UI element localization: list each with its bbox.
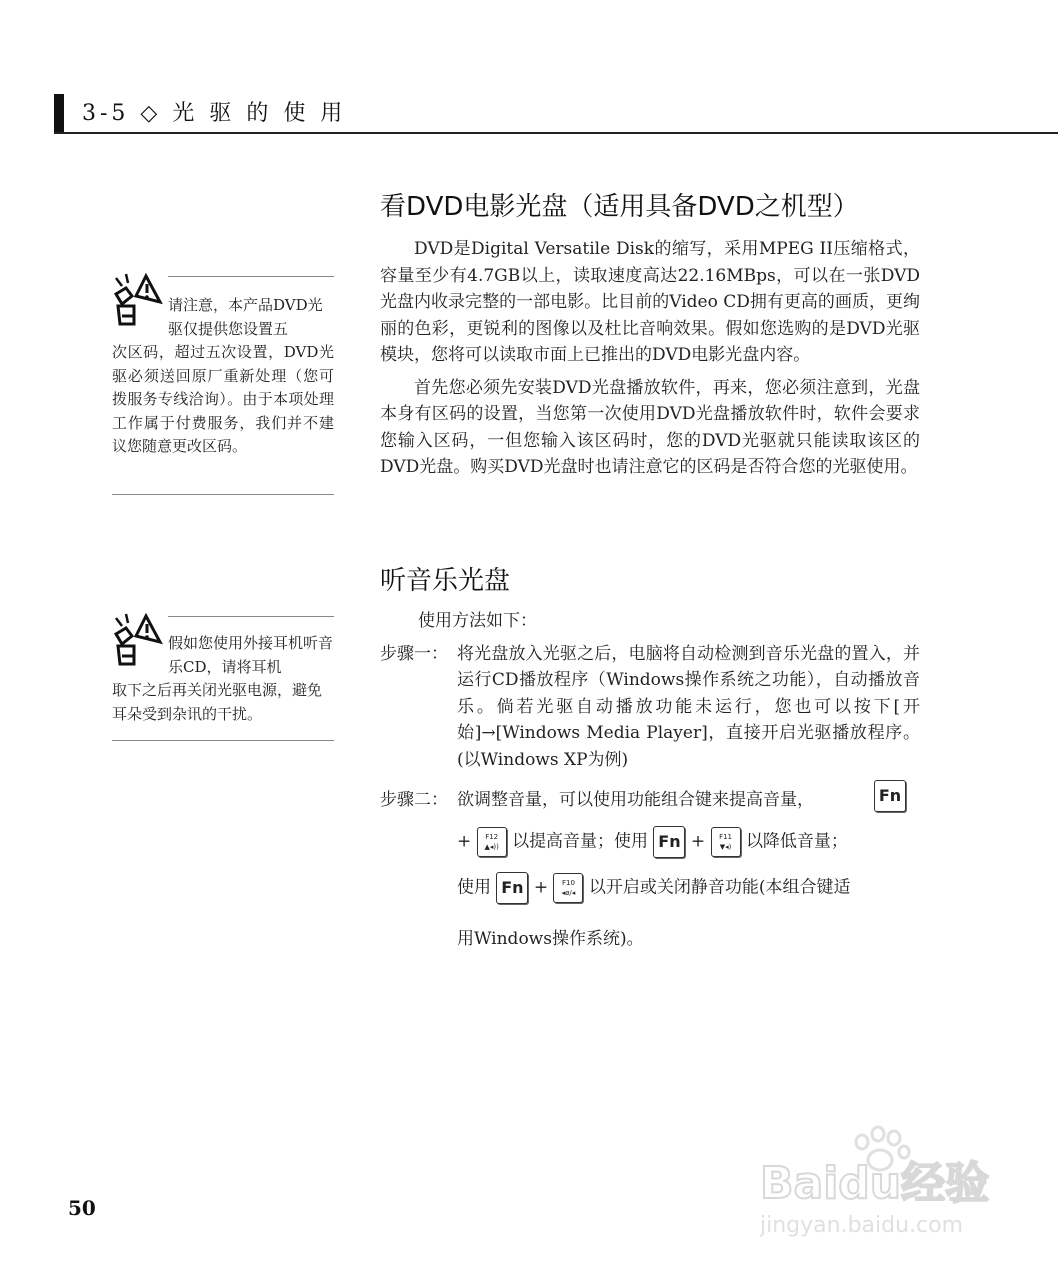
step2-line-3 [457, 872, 851, 904]
f11-key-icon: F11 ▼◂) [711, 827, 741, 857]
music-intro: 使用方法如下： [418, 611, 537, 631]
step-2-label: 步骤二： [380, 790, 448, 810]
caution-person-icon [112, 612, 164, 672]
fn-key-icon: Fn [496, 872, 528, 904]
plus-sign: + [690, 831, 706, 852]
note2-first: 假如您使用外接耳机听音乐CD，请将耳机 [168, 634, 334, 676]
step-2 [380, 787, 920, 814]
dvd-paragraph-1: DVD是Digital Versatile Disk的缩写，采用MPEG II压缩格式，容量至少有4.7GB以上，读取速度高达22.16MBps，可以在一张DVD光盘内收录完整的一部电影。比目前的Video CD拥有更高的画质，更绚丽的色彩，更锐利的图像以及杜比音响效果。假如您选购的是DVD光驱模块，您将可以读取市面上已推出的DVD电影光盘内容。 [380, 239, 920, 365]
note-region-code [112, 272, 334, 459]
note2-rest: 取下之后再关闭光驱电源，避免耳朵受到杂讯的干扰。 [112, 681, 323, 723]
f12-key-icon: F12 ▲◂)) [477, 827, 507, 857]
section-title-dvd: 看DVD电影光盘（适用具备DVD之机型） [380, 192, 859, 222]
note-bottom-rule [112, 740, 334, 741]
note-top-rule [168, 616, 334, 617]
caution-person-icon [112, 272, 164, 332]
header-bar [54, 94, 64, 132]
f10-key-icon: F10 ◂ø/◂ [553, 873, 583, 903]
page-number: 50 [68, 1196, 96, 1220]
use-text: 使用 [457, 877, 491, 898]
note-headphones [112, 612, 334, 726]
dvd-body [380, 236, 920, 481]
step-1-text: 将光盘放入光驱之后，电脑将自动检测到音乐光盘的置入，并运行CD播放程序（Windows操作系统之功能），自动播放音乐。倘若光驱自动播放功能未运行，您也可以按下[开始]→[Windows Media Player]，直接开启光驱播放程序。(以Windows XP为例) [457, 643, 920, 770]
music-steps [380, 608, 920, 814]
svg-text:jingyan.baidu.com: jingyan.baidu.com [760, 1213, 964, 1238]
section-title-music: 听音乐光盘 [380, 566, 511, 596]
fn-key-icon: Fn [874, 780, 906, 812]
note1-rest: 次区码，超过五次设置，DVD光驱必须送回原厂重新处理（您可拨服务专线洽询）。由于本项处理工作属于付费服务，我们并不建议您随意更改区码。 [112, 343, 334, 455]
svg-text:Baidu经验: Baidu经验 [760, 1158, 990, 1209]
chapter-header: 3-5 ◇ 光 驱 的 使 用 [82, 101, 347, 126]
note-bottom-rule [112, 494, 334, 495]
raise-volume-text: 以提高音量；使用 [512, 831, 649, 852]
step-2-text: 欲调整音量，可以使用功能组合键来提高音量， [457, 790, 814, 810]
note-top-rule [168, 276, 334, 277]
plus-sign: + [457, 831, 472, 852]
mute-text: 以开启或关闭静音功能(本组合键适 [588, 877, 851, 898]
header-rule [54, 132, 1058, 134]
note1-first: 请注意，本产品DVD光驱仅提供您设置五 [168, 296, 323, 338]
fn-key-icon: Fn [653, 826, 685, 858]
lower-volume-text: 以降低音量； [745, 831, 848, 852]
step2-line-4: 用Windows操作系统)。 [457, 929, 644, 949]
step-1 [380, 641, 920, 774]
dvd-paragraph-2: 首先您必须先安装DVD光盘播放软件，再来，您必须注意到，光盘本身有区码的设置，当您第一次使用DVD光盘播放软件时，软件会要求您输入区码，一但您输入该区码时，您的DVD光驱就只能读取该区的DVD光盘。购买DVD光盘时也请注意它的区码是否符合您的光驱使用。 [380, 377, 920, 477]
baidu-watermark-logo [760, 1120, 1000, 1240]
plus-sign: + [533, 877, 549, 898]
step-1-label: 步骤一： [380, 643, 448, 664]
step2-line-2 [457, 826, 848, 858]
